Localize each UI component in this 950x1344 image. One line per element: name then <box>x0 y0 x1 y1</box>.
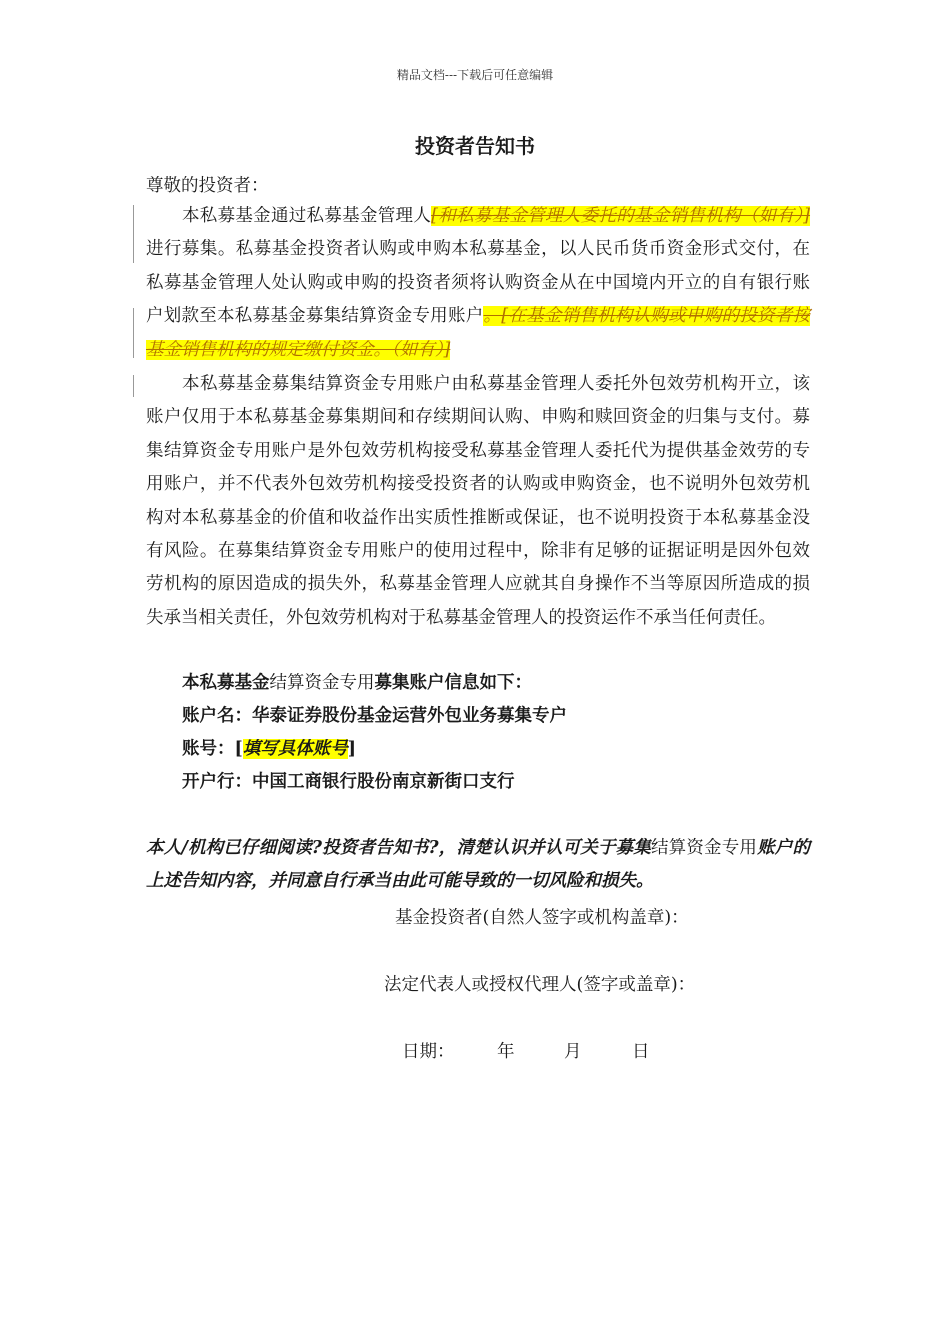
page-header-note: 精品文档---下载后可任意编辑 <box>396 68 554 82</box>
revision-bar <box>133 375 134 397</box>
salutation-text: 尊敬的投资者： <box>146 176 269 196</box>
deleted-sales-agency-text: [和私募基金管理人委托的基金销售机构（如有）] <box>431 206 811 226</box>
account-number-line: 账号：[填写具体账号] <box>182 739 357 759</box>
investor-signature-label: 基金投资者(自然人签字或机构盖章)： <box>395 908 689 928</box>
para2-text: 本私募基金募集结算资金专用账户由私募基金管理人委托外包效劳机构开立，该账户仅用于本私募基金募集期间和存续期间认购、申购和赎回资金的归集与支付。募集结算资金专用账户是外包效劳机构接受私募基金管理人委托代为提供基金效劳的专用账户，并不代表外包效劳机构接受投资者的认购或申购资金，也不说明外包效劳机构对本私募基金的价值和收益作出实质性推断或保证，也不说明投资于本私募基金没有风险。在募集结算资金专用账户的使用过程中，除非有足够的证据证明是因外包效劳机构的原因造成的损失外，私募基金管理人应就其自身操作不当等原因所造成的损失承当相关责任，外包效劳机构对于私募基金管理人的投资运作不承当任何责任。 <box>146 374 810 628</box>
paragraph-fund-raising <box>146 200 810 367</box>
revision-bar <box>133 205 134 263</box>
account-info-heading: 本私募基金结算资金专用募集账户信息如下： <box>182 673 532 693</box>
acknowledgement-statement: 本人/机构已仔细阅读?投资者告知书?，清楚认识并认可关于募集结算资金专用账户的上述告知内容，并同意自行承当由此可能导致的一切风险和损失。 <box>146 838 810 892</box>
account-number-placeholder: 填写具体账号 <box>242 739 348 759</box>
opening-bank-line: 开户行：中国工商银行股份南京新街口支行 <box>182 772 515 792</box>
para1-text-a: 本私募基金通过私募基金管理人 <box>182 206 432 226</box>
account-name-line: 账户名：华泰证券股份基金运营外包业务募集专户 <box>182 706 567 726</box>
date-month: 月 <box>564 1042 582 1062</box>
date-day: 日 <box>632 1042 650 1062</box>
document-title: 投资者告知书 <box>415 134 535 158</box>
revision-bar <box>133 308 134 358</box>
deleted-sales-agency-payment-text: 。[在基金销售机构认购或申购的投资者按基金销售机构的规定缴付资金。（如有）] <box>146 306 811 360</box>
salutation <box>146 170 810 203</box>
date-year: 年 <box>497 1042 515 1062</box>
date-label: 日期： <box>402 1042 455 1062</box>
para1-text-b: 进行募集。私募基金投资者认购或申购本私募基金，以人民币货币资金形式交付，在私募基金管理人处认购或申购的投资者须将认购资金从在中国境内开立的自有银行账户划款至本私募基金募集结算资金专用账户 <box>146 239 810 327</box>
representative-signature-label: 法定代表人或授权代理人(签字或盖章)： <box>384 975 696 995</box>
paragraph-special-account <box>146 368 810 635</box>
